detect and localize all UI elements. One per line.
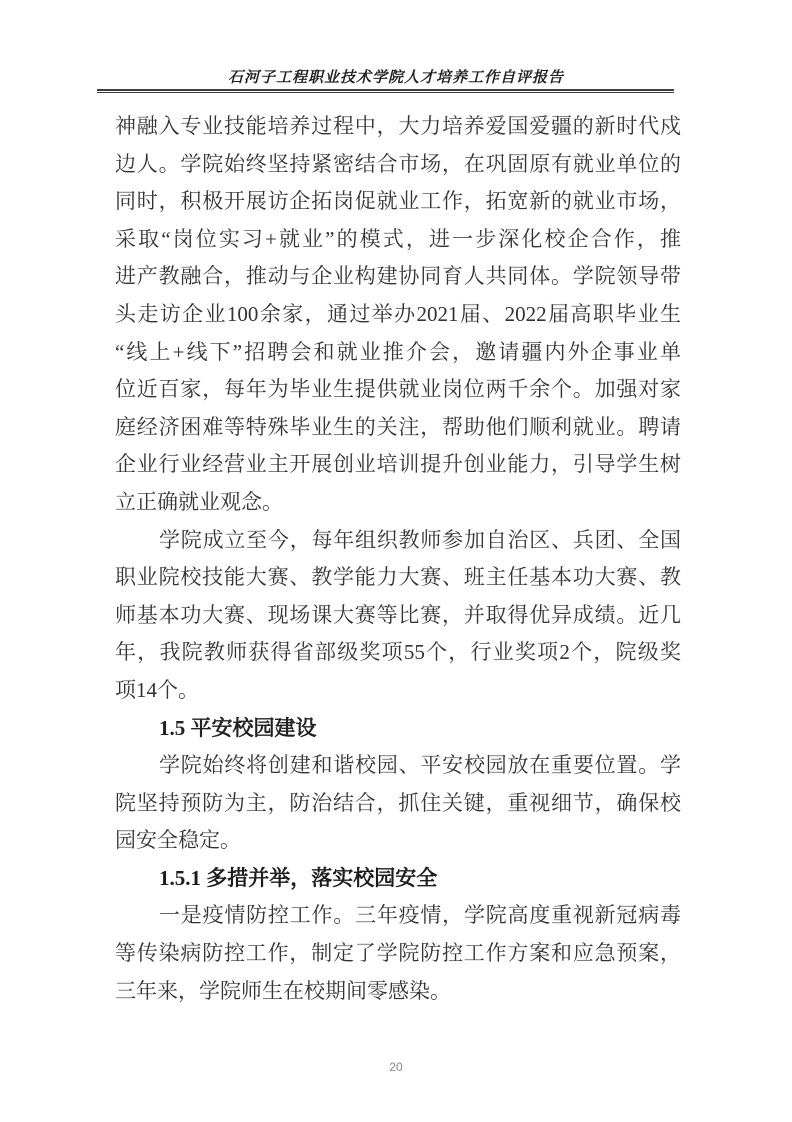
text-line: 学院始终将创建和谐校园、平安校园放在重要位置。学 (159, 753, 681, 778)
text-line: 职业院校技能大赛、教学能力大赛、班主任基本功大赛、教 (115, 565, 681, 590)
text-line: 位近百家，每年为毕业生提供就业岗位两千余个。加强对家 (115, 377, 681, 402)
text-line: 立正确就业观念。 (115, 489, 283, 514)
text-line: 年，我院教师获得省部级奖项55个，行业奖项2个，院级奖 (115, 640, 681, 665)
section-heading: 1.5 平安校园建设 (159, 715, 317, 740)
text-line: 边人。学院始终坚持紧密结合市场，在巩固原有就业单位的 (115, 151, 681, 176)
document-body (115, 108, 681, 1010)
text-line: 同时，积极开展访企拓岗促就业工作，拓宽新的就业市场， (115, 189, 681, 214)
text-line: “线上+线下”招聘会和就业推介会，邀请疆内外企事业单 (115, 339, 681, 364)
text-line: 项14个。 (115, 677, 199, 702)
text-line: 院坚持预防为主，防治结合，抓住关键，重视细节，确保校 (115, 790, 681, 815)
text-line: 庭经济困难等特殊毕业生的关注，帮助他们顺利就业。聘请 (115, 414, 681, 439)
page-number: 20 (389, 1060, 403, 1074)
text-line: 学院成立至今，每年组织教师参加自治区、兵团、全国 (159, 527, 681, 552)
header-title: 石河子工程职业技术学院人才培养工作自评报告 (227, 70, 564, 86)
section-heading: 1.5.1 多措并举，落实校园安全 (159, 865, 438, 890)
text-line: 三年来，学院师生在校期间零感染。 (115, 978, 451, 1003)
text-line: 园安全稳定。 (115, 828, 241, 853)
text-line: 神融入专业技能培养过程中，大力培养爱国爱疆的新时代戍 (115, 114, 681, 138)
text-line: 一是疫情防控工作。三年疫情，学院高度重视新冠病毒 (159, 903, 681, 928)
text-line: 头走访企业100余家，通过举办2021届、2022届高职毕业生 (115, 301, 681, 326)
text-line: 等传染病防控工作，制定了学院防控工作方案和应急预案， (115, 941, 681, 966)
header-rule (97, 89, 674, 93)
text-line: 师基本功大赛、现场课大赛等比赛，并取得优异成绩。近几 (115, 602, 681, 627)
text-line: 企业行业经营业主开展创业培训提升创业能力，引导学生树 (115, 452, 681, 477)
text-line: 采取“岗位实习+就业”的模式，进一步深化校企合作，推 (115, 226, 681, 251)
text-line: 进产教融合，推动与企业构建协同育人共同体。学院领导带 (115, 264, 681, 289)
